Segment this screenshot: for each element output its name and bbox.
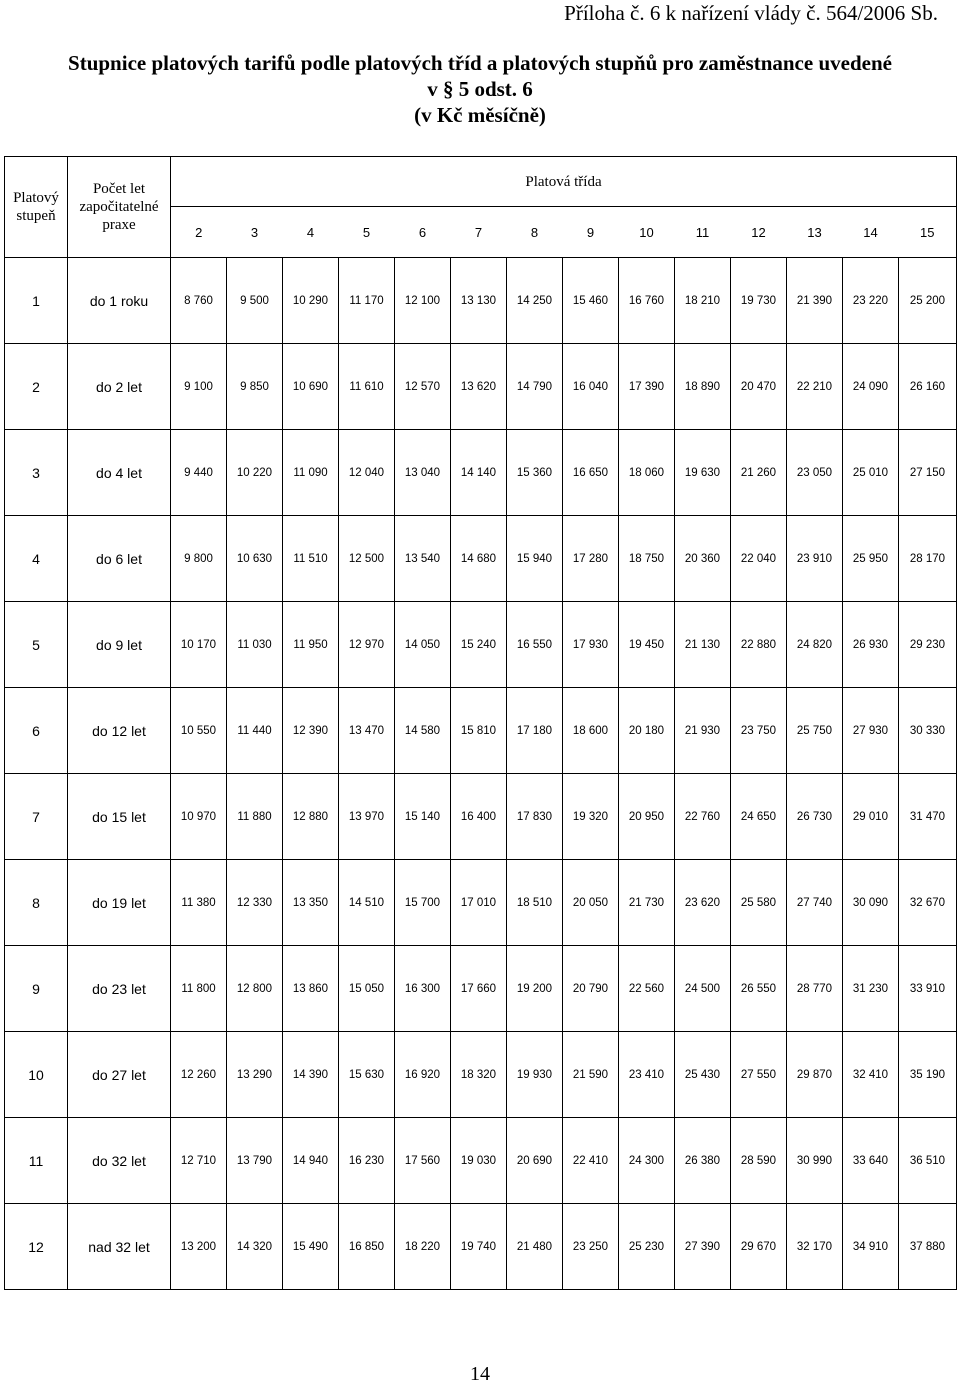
tariff-cell: 18 890 (675, 344, 731, 430)
tariff-cell: 13 470 (339, 688, 395, 774)
tariff-cell: 25 230 (619, 1204, 675, 1290)
tariff-cell: 14 680 (451, 516, 507, 602)
table-body (5, 258, 957, 1290)
header-step (5, 157, 68, 258)
tariff-cell: 13 620 (451, 344, 507, 430)
tariff-cell: 36 510 (899, 1118, 957, 1204)
tariff-cell: 17 830 (507, 774, 563, 860)
tariff-cell: 10 170 (171, 602, 227, 688)
tariff-cell: 27 930 (843, 688, 899, 774)
page-number: 14 (470, 1363, 490, 1385)
tariff-cell: 15 460 (563, 258, 619, 344)
tariff-cell: 19 320 (563, 774, 619, 860)
tariff-cell: 23 410 (619, 1032, 675, 1118)
grade-header: 11 (675, 207, 731, 258)
tariff-cell: 31 470 (899, 774, 957, 860)
tariff-cell: 11 440 (227, 688, 283, 774)
grade-header: 15 (899, 207, 957, 258)
tariff-cell: 23 250 (563, 1204, 619, 1290)
tariff-cell: 32 410 (843, 1032, 899, 1118)
tariff-cell: 32 170 (787, 1204, 843, 1290)
tariff-cell: 9 100 (171, 344, 227, 430)
step-cell: 12 (5, 1204, 68, 1290)
years-cell: do 9 let (68, 602, 171, 688)
tariff-cell: 14 510 (339, 860, 395, 946)
tariff-cell: 17 280 (563, 516, 619, 602)
tariff-cell: 15 240 (451, 602, 507, 688)
tariff-cell: 11 380 (171, 860, 227, 946)
tariff-cell: 20 790 (563, 946, 619, 1032)
tariff-cell: 10 630 (227, 516, 283, 602)
tariff-cell: 17 180 (507, 688, 563, 774)
tariff-cell: 12 710 (171, 1118, 227, 1204)
tariff-cell: 9 440 (171, 430, 227, 516)
tariff-cell: 16 650 (563, 430, 619, 516)
grade-header: 10 (619, 207, 675, 258)
tariff-cell: 11 950 (283, 602, 339, 688)
tariff-cell: 17 930 (563, 602, 619, 688)
tariff-cell: 16 760 (619, 258, 675, 344)
tariff-cell: 24 820 (787, 602, 843, 688)
tariff-cell: 21 260 (731, 430, 787, 516)
tariff-cell: 12 570 (395, 344, 451, 430)
tariff-cell: 32 670 (899, 860, 957, 946)
tariff-cell: 15 940 (507, 516, 563, 602)
grade-header: 2 (171, 207, 227, 258)
tariff-cell: 14 250 (507, 258, 563, 344)
tariff-cell: 13 350 (283, 860, 339, 946)
table-row (5, 688, 957, 774)
tariff-cell: 12 040 (339, 430, 395, 516)
tariff-cell: 12 880 (283, 774, 339, 860)
tariff-cell: 17 010 (451, 860, 507, 946)
tariff-cell: 18 600 (563, 688, 619, 774)
header-step-line-2: stupeň (16, 208, 56, 224)
table-row (5, 602, 957, 688)
title-line-2: v § 5 odst. 6 (427, 77, 533, 101)
grade-header: 4 (283, 207, 339, 258)
grade-header: 14 (843, 207, 899, 258)
tariff-cell: 11 800 (171, 946, 227, 1032)
tariff-cell: 13 540 (395, 516, 451, 602)
tariff-cell: 14 050 (395, 602, 451, 688)
years-cell: do 12 let (68, 688, 171, 774)
tariff-cell: 31 230 (843, 946, 899, 1032)
tariff-cell: 13 790 (227, 1118, 283, 1204)
step-cell: 7 (5, 774, 68, 860)
tariff-cell: 22 040 (731, 516, 787, 602)
years-cell: do 32 let (68, 1118, 171, 1204)
step-cell: 9 (5, 946, 68, 1032)
tariff-cell: 21 930 (675, 688, 731, 774)
table-row (5, 516, 957, 602)
tariff-cell: 18 510 (507, 860, 563, 946)
tariff-cell: 16 920 (395, 1032, 451, 1118)
tariff-cell: 16 400 (451, 774, 507, 860)
tariff-cell: 37 880 (899, 1204, 957, 1290)
tariff-cell: 19 740 (451, 1204, 507, 1290)
tariff-cell: 22 210 (787, 344, 843, 430)
tariff-cell: 14 140 (451, 430, 507, 516)
tariff-cell: 14 320 (227, 1204, 283, 1290)
table-row (5, 860, 957, 946)
tariff-cell: 28 590 (731, 1118, 787, 1204)
tariff-cell: 11 610 (339, 344, 395, 430)
tariff-cell: 22 880 (731, 602, 787, 688)
tariff-cell: 28 170 (899, 516, 957, 602)
tariff-cell: 15 700 (395, 860, 451, 946)
tariff-cell: 20 180 (619, 688, 675, 774)
grade-header: 7 (451, 207, 507, 258)
table-row (5, 430, 957, 516)
tariff-cell: 13 860 (283, 946, 339, 1032)
tariff-cell: 9 850 (227, 344, 283, 430)
header-years (68, 157, 171, 258)
tariff-cell: 21 390 (787, 258, 843, 344)
tariff-cell: 27 150 (899, 430, 957, 516)
years-cell: do 23 let (68, 946, 171, 1032)
tariff-cell: 18 060 (619, 430, 675, 516)
tariff-cell: 10 690 (283, 344, 339, 430)
tariff-cell: 27 390 (675, 1204, 731, 1290)
tariff-cell: 18 750 (619, 516, 675, 602)
tariff-cell: 11 030 (227, 602, 283, 688)
tariff-cell: 19 730 (731, 258, 787, 344)
tariff-cell: 33 910 (899, 946, 957, 1032)
tariff-cell: 26 550 (731, 946, 787, 1032)
tariff-cell: 18 210 (675, 258, 731, 344)
table-row (5, 774, 957, 860)
table-row (5, 1032, 957, 1118)
tariff-cell: 12 970 (339, 602, 395, 688)
grade-header: 12 (731, 207, 787, 258)
tariff-cell: 10 220 (227, 430, 283, 516)
tariff-cell: 14 580 (395, 688, 451, 774)
tariff-cell: 12 100 (395, 258, 451, 344)
tariff-cell: 17 560 (395, 1118, 451, 1204)
tariff-cell: 23 050 (787, 430, 843, 516)
step-cell: 4 (5, 516, 68, 602)
document-title (0, 50, 960, 128)
step-cell: 10 (5, 1032, 68, 1118)
tariff-cell: 19 030 (451, 1118, 507, 1204)
tariff-cell: 30 990 (787, 1118, 843, 1204)
tariff-cell: 27 740 (787, 860, 843, 946)
tariff-cell: 24 300 (619, 1118, 675, 1204)
tariff-cell: 16 040 (563, 344, 619, 430)
tariff-cell: 16 550 (507, 602, 563, 688)
table-row (5, 1204, 957, 1290)
tariff-cell: 29 230 (899, 602, 957, 688)
years-cell: do 6 let (68, 516, 171, 602)
tariff-cell: 16 850 (339, 1204, 395, 1290)
step-cell: 3 (5, 430, 68, 516)
title-line-3: (v Kč měsíčně) (414, 103, 546, 127)
tariff-cell: 25 580 (731, 860, 787, 946)
tariff-cell: 13 290 (227, 1032, 283, 1118)
grade-header: 9 (563, 207, 619, 258)
tariff-cell: 17 660 (451, 946, 507, 1032)
tariff-cell: 26 160 (899, 344, 957, 430)
tariff-cell: 29 870 (787, 1032, 843, 1118)
tariff-cell: 9 500 (227, 258, 283, 344)
tariff-cell: 13 040 (395, 430, 451, 516)
header-years-line-1: Počet let (92, 181, 146, 197)
grade-header: 5 (339, 207, 395, 258)
tariff-cell: 26 730 (787, 774, 843, 860)
tariff-cell: 15 810 (451, 688, 507, 774)
tariff-cell: 15 050 (339, 946, 395, 1032)
header-salary-class: Platová třída (171, 157, 957, 207)
tariff-cell: 34 910 (843, 1204, 899, 1290)
tariff-cell: 15 630 (339, 1032, 395, 1118)
tariff-cell: 22 760 (675, 774, 731, 860)
tariff-cell: 20 690 (507, 1118, 563, 1204)
tariff-cell: 13 970 (339, 774, 395, 860)
step-cell: 6 (5, 688, 68, 774)
tariff-cell: 11 170 (339, 258, 395, 344)
tariff-cell: 11 090 (283, 430, 339, 516)
grade-header: 13 (787, 207, 843, 258)
tariff-cell: 28 770 (787, 946, 843, 1032)
tariff-cell: 30 090 (843, 860, 899, 946)
tariff-cell: 25 200 (899, 258, 957, 344)
table-row (5, 1118, 957, 1204)
tariff-cell: 22 560 (619, 946, 675, 1032)
grade-header: 3 (227, 207, 283, 258)
tariff-cell: 8 760 (171, 258, 227, 344)
tariff-cell: 23 750 (731, 688, 787, 774)
tariff-cell: 25 430 (675, 1032, 731, 1118)
tariff-cell: 20 050 (563, 860, 619, 946)
tariff-cell: 21 730 (619, 860, 675, 946)
tariff-cell: 14 940 (283, 1118, 339, 1204)
tariff-cell: 12 500 (339, 516, 395, 602)
tariff-cell: 22 410 (563, 1118, 619, 1204)
tariff-cell: 23 910 (787, 516, 843, 602)
tariff-cell: 23 220 (843, 258, 899, 344)
tariff-cell: 19 930 (507, 1032, 563, 1118)
step-cell: 2 (5, 344, 68, 430)
header-years-line-3: praxe (102, 217, 136, 233)
annex-reference: Příloha č. 6 k nařízení vlády č. 564/2006 Sb. (564, 1, 938, 25)
tariff-cell: 17 390 (619, 344, 675, 430)
tariff-cell: 25 010 (843, 430, 899, 516)
tariff-cell: 25 750 (787, 688, 843, 774)
tariff-cell: 14 390 (283, 1032, 339, 1118)
years-cell: do 19 let (68, 860, 171, 946)
tariff-cell: 16 300 (395, 946, 451, 1032)
tariff-cell: 26 930 (843, 602, 899, 688)
grade-header: 6 (395, 207, 451, 258)
years-cell: do 1 roku (68, 258, 171, 344)
table-row (5, 344, 957, 430)
tariff-cell: 10 970 (171, 774, 227, 860)
tariff-cell: 21 590 (563, 1032, 619, 1118)
tariff-cell: 29 010 (843, 774, 899, 860)
tariff-cell: 25 950 (843, 516, 899, 602)
tariff-cell: 18 320 (451, 1032, 507, 1118)
title-line-1: Stupnice platových tarifů podle platových tříd a platových stupňů pro zaměstnance uvedené (68, 51, 892, 75)
years-cell: do 15 let (68, 774, 171, 860)
step-cell: 1 (5, 258, 68, 344)
tariff-cell: 19 630 (675, 430, 731, 516)
tariff-cell: 30 330 (899, 688, 957, 774)
tariff-cell: 20 360 (675, 516, 731, 602)
tariff-cell: 26 380 (675, 1118, 731, 1204)
tariff-cell: 21 480 (507, 1204, 563, 1290)
table-header (5, 157, 957, 258)
tariff-cell: 18 220 (395, 1204, 451, 1290)
tariff-cell: 12 260 (171, 1032, 227, 1118)
years-cell: do 27 let (68, 1032, 171, 1118)
tariff-cell: 16 230 (339, 1118, 395, 1204)
tariff-cell: 35 190 (899, 1032, 957, 1118)
tariff-cell: 10 290 (283, 258, 339, 344)
tariff-cell: 13 200 (171, 1204, 227, 1290)
tariff-cell: 29 670 (731, 1204, 787, 1290)
tariff-cell: 24 650 (731, 774, 787, 860)
tariff-cell: 33 640 (843, 1118, 899, 1204)
tariff-cell: 15 490 (283, 1204, 339, 1290)
step-cell: 5 (5, 602, 68, 688)
tariff-cell: 11 510 (283, 516, 339, 602)
tariff-cell: 20 470 (731, 344, 787, 430)
tariff-cell: 19 200 (507, 946, 563, 1032)
grade-header: 8 (507, 207, 563, 258)
tariff-cell: 10 550 (171, 688, 227, 774)
tariff-cell: 21 130 (675, 602, 731, 688)
tariff-cell: 19 450 (619, 602, 675, 688)
tariff-cell: 15 140 (395, 774, 451, 860)
tariff-cell: 24 090 (843, 344, 899, 430)
tariff-cell: 15 360 (507, 430, 563, 516)
tariff-cell: 23 620 (675, 860, 731, 946)
years-cell: do 4 let (68, 430, 171, 516)
header-years-line-2: započitatelné (79, 199, 159, 215)
tariff-cell: 14 790 (507, 344, 563, 430)
step-cell: 8 (5, 860, 68, 946)
tariff-cell: 12 800 (227, 946, 283, 1032)
header-step-line-1: Platový (13, 190, 59, 206)
tariff-cell: 20 950 (619, 774, 675, 860)
table-row (5, 946, 957, 1032)
salary-scale-table (4, 156, 957, 1290)
table-row (5, 258, 957, 344)
tariff-cell: 12 390 (283, 688, 339, 774)
step-cell: 11 (5, 1118, 68, 1204)
years-cell: nad 32 let (68, 1204, 171, 1290)
tariff-cell: 11 880 (227, 774, 283, 860)
tariff-cell: 27 550 (731, 1032, 787, 1118)
tariff-cell: 9 800 (171, 516, 227, 602)
tariff-cell: 13 130 (451, 258, 507, 344)
tariff-cell: 12 330 (227, 860, 283, 946)
tariff-cell: 24 500 (675, 946, 731, 1032)
years-cell: do 2 let (68, 344, 171, 430)
